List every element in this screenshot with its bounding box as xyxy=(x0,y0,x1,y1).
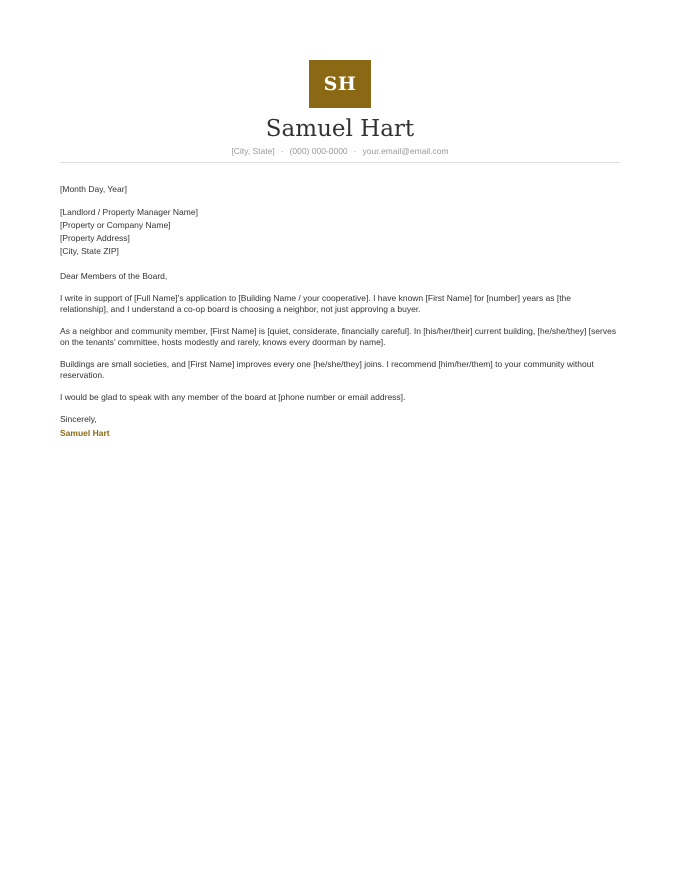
letter-date: [Month Day, Year] xyxy=(60,184,127,194)
contact-location: [City, State] xyxy=(231,146,275,156)
signature-name: Samuel Hart xyxy=(60,428,110,438)
recipient-line: [City, State ZIP] xyxy=(60,246,119,256)
recipient-address xyxy=(60,206,620,258)
header-divider xyxy=(60,162,620,163)
signature-block xyxy=(60,414,620,439)
contact-phone: (000) 000-0000 xyxy=(289,146,348,156)
recipient-line: [Property or Company Name] xyxy=(60,220,171,230)
sender-name: Samuel Hart xyxy=(265,116,415,142)
salutation: Dear Members of the Board, xyxy=(60,271,168,281)
body-paragraph: I would be glad to speak with any member of the board at [phone number or email address]. xyxy=(60,392,406,402)
recipient-line: [Property Address] xyxy=(60,233,130,243)
body-paragraph: As a neighbor and community member, [First Name] is [quiet, considerate, financially careful]. In [his/her/their] current building, [he/she/they] [serves on the tenants’ committee, hosts modestly and rarely, knows every doorman by name]. xyxy=(60,326,617,347)
letter-body xyxy=(60,184,620,450)
contact-email: your.email@email.com xyxy=(362,146,449,156)
contact-separator: · xyxy=(353,146,357,156)
body-paragraph: Buildings are small societies, and [First Name] improves every one [he/she/they] joins. I recommend [him/her/them] to your community without reservation. xyxy=(60,359,594,380)
recipient-line: [Landlord / Property Manager Name] xyxy=(60,207,198,217)
body-paragraph: I write in support of [Full Name]’s application to [Building Name / your cooperative]. I have known [First Name] for [number] years as [the relationship], and I understand a co-op board is choosing a neighbor, not just approving a buyer. xyxy=(60,293,572,314)
monogram-badge: SH xyxy=(309,60,371,108)
closing: Sincerely, xyxy=(60,414,97,424)
contact-separator: · xyxy=(280,146,284,156)
contact-line xyxy=(60,145,620,157)
